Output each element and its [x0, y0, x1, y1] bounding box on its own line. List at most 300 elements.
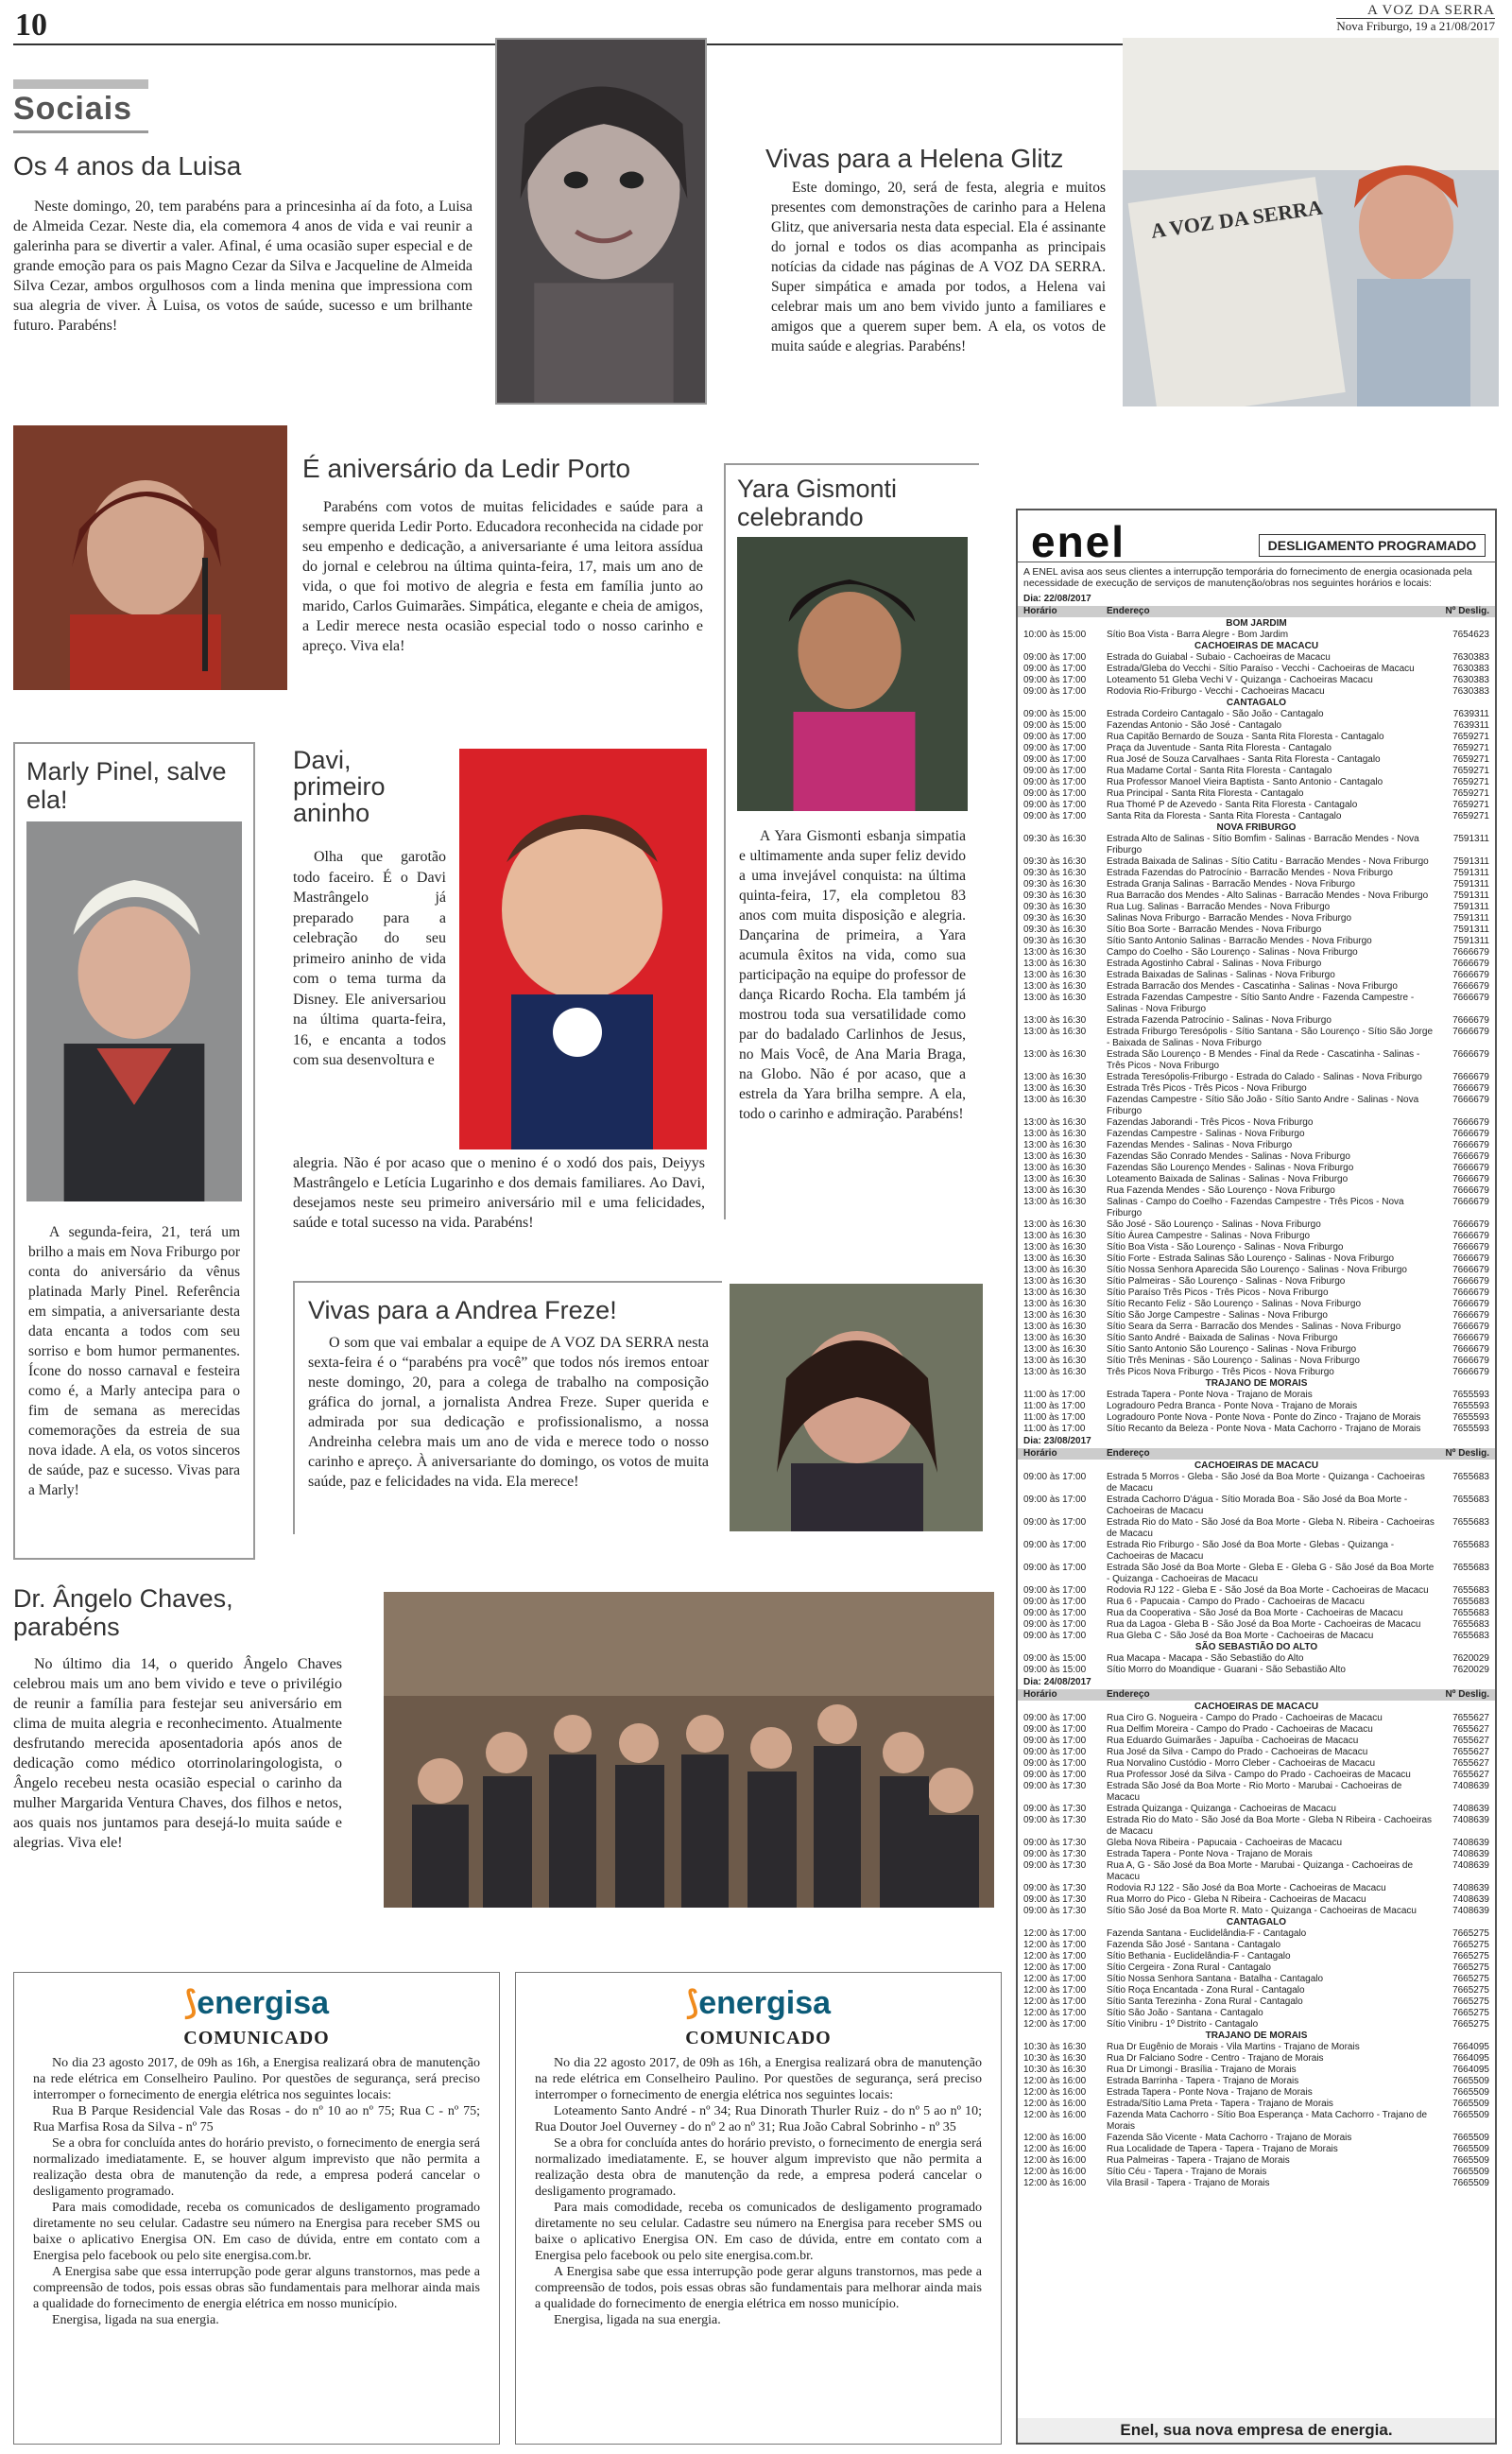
enel-table-cell: 7665275: [1452, 1951, 1489, 1961]
enel-table-cell: 13:00 às 16:30: [1023, 1242, 1087, 1253]
enel-table-cell: Sítio Santo André - Baixada de Salinas - Nova Friburgo: [1107, 1333, 1338, 1343]
enel-column-header: Horário: [1023, 1689, 1057, 1700]
enel-table-row: [1023, 1563, 1489, 1585]
enel-table-cell: 7665275: [1452, 1996, 1489, 2007]
enel-table-row: [1023, 1424, 1489, 1435]
enel-table-cell: Sítio Morro do Moandique - Guarani - São Sebastião Alto: [1107, 1665, 1346, 1675]
enel-table-cell: Rua José de Souza Carvalhaes - Santa Rita Floresta - Cantagalo: [1107, 754, 1381, 765]
enel-table-cell: Rua Morro do Pico - Gleba N Ribeira - Cachoeiras de Macacu: [1107, 1894, 1366, 1905]
enel-table-cell: Estrada Rio do Mato - São José da Boa Morte - Gleba N Ribeira - Cachoeiras de Macacu: [1107, 1815, 1433, 1837]
enel-table-cell: Vila Brasil - Tapera - Trajano de Morais: [1107, 2178, 1270, 2188]
enel-table-cell: Rua da Cooperativa - São José da Boa Morte - Cachoeiras de Macacu: [1107, 1608, 1403, 1618]
enel-table-cell: 7665509: [1452, 2155, 1489, 2166]
helena-box: [756, 132, 1121, 406]
enel-table-cell: 7666679: [1452, 1310, 1489, 1321]
luisa-photo: [495, 38, 707, 405]
enel-table-cell: Rua Madame Cortal - Santa Rita Floresta - Cantagalo: [1107, 766, 1332, 776]
enel-table-row: [1023, 959, 1489, 970]
enel-table-cell: 09:30 às 16:30: [1023, 936, 1087, 946]
enel-table-cell: 13:00 às 16:30: [1023, 1231, 1087, 1241]
enel-table-cell: 7408639: [1452, 1815, 1489, 1825]
enel-table-cell: 09:00 às 17:00: [1023, 1472, 1087, 1482]
enel-table-cell: 13:00 às 16:30: [1023, 993, 1087, 1003]
enel-table-cell: 12:00 às 17:00: [1023, 1928, 1087, 1939]
enel-table-cell: 7591311: [1452, 868, 1489, 878]
enel-table-cell: Estrada Agostinho Cabral - Salinas - Nova Friburgo: [1107, 959, 1322, 969]
enel-table-cell: Estrada Baixadas de Salinas - Salinas - Nova Friburgo: [1107, 970, 1335, 980]
enel-table-cell: 09:00 às 17:30: [1023, 1894, 1087, 1905]
enel-table-cell: 7655627: [1452, 1747, 1489, 1757]
enel-table-cell: 7664095: [1452, 2065, 1489, 2075]
davi-text-2: alegria. Não é por acaso que o menino é o xodó dos pais, Deiyys Mastrângelo e Letícia Lugarinho e dos demais familiares. Ao Davi, desejamos neste seu primeiro aniversário mil e uma felicidades, saúde e total sucesso na vida. Parabéns!: [293, 1155, 705, 1231]
enel-table-cell: 7665275: [1452, 2008, 1489, 2018]
enel-title: DESLIGAMENTO PROGRAMADO: [1259, 534, 1486, 557]
enel-table-cell: 09:30 às 16:30: [1023, 890, 1087, 901]
enel-table-cell: Rua Principal - Santa Rita Floresta - Cantagalo: [1107, 788, 1304, 799]
enel-table-cell: Sítio Santa Terezinha - Zona Rural - Cantagalo: [1107, 1996, 1303, 2007]
enel-table-cell: 7659271: [1452, 754, 1489, 765]
enel-table-cell: 09:00 às 17:00: [1023, 1563, 1087, 1573]
energisa-flame-icon: ⟆: [685, 1985, 699, 2021]
luisa-title: Os 4 anos da Luisa: [13, 151, 242, 181]
enel-city-heading: BOM JARDIM: [1226, 618, 1287, 629]
enel-table-cell: 13:00 às 16:30: [1023, 1083, 1087, 1094]
enel-table-cell: 09:00 às 17:00: [1023, 1736, 1087, 1746]
enel-table-row: [1023, 1472, 1489, 1495]
enel-table-cell: 7665509: [1452, 2167, 1489, 2177]
enel-table-cell: Rua Fazenda Mendes - São Lourenço - Nova Friburgo: [1107, 1185, 1335, 1196]
publication-name: A VOZ DA SERRA: [1336, 4, 1495, 19]
enel-table-row: [1023, 890, 1489, 902]
marly-text: A segunda-feira, 21, terá um brilho a mais em Nova Friburgo por conta do aniversário da vênus platinada Marly Pinel. Referência em simpatia, a aniversariante desta data encanta a todos com seu sorriso e bom humor permanentes. Ícone do nosso carnaval e festeira como é, a Marly antecipa para o fim de semana as merecidas comemorações da estreia de sua nova idade. A ela, os votos sinceros de saúde, paz e sucesso. Vivas para a Marly!: [28, 1224, 240, 1498]
enel-table-row: [1023, 856, 1489, 868]
enel-table-cell: 13:00 às 16:30: [1023, 1310, 1087, 1321]
enel-table-cell: 09:00 às 17:00: [1023, 664, 1087, 674]
enel-table-cell: 7591311: [1452, 913, 1489, 924]
enel-table-cell: 13:00 às 16:30: [1023, 1095, 1087, 1105]
enel-table-cell: Rua A, G - São José da Boa Morte - Marubai - Quizanga - Cachoeiras de Macacu: [1107, 1860, 1414, 1882]
enel-table-cell: 12:00 às 17:00: [1023, 2019, 1087, 2030]
enel-table-cell: 11:00 às 17:00: [1023, 1412, 1086, 1423]
enel-table-cell: 09:00 às 17:00: [1023, 1758, 1087, 1769]
enel-table-cell: 7666679: [1452, 1185, 1489, 1196]
enel-table-cell: Estrada Tapera - Ponte Nova - Trajano de Morais: [1107, 1390, 1313, 1400]
enel-table-row: [1023, 1367, 1489, 1378]
enel-table-cell: Fazendas Campestre - Salinas - Nova Friburgo: [1107, 1129, 1305, 1139]
enel-table-cell: 7666679: [1452, 1083, 1489, 1094]
enel-table-cell: Rua Dr Eugênio de Morais - Vila Martins - Trajano de Morais: [1107, 2042, 1360, 2052]
enel-table-cell: 13:00 às 16:30: [1023, 1197, 1087, 1207]
enel-table-cell: 7659271: [1452, 800, 1489, 810]
enel-table-cell: 7666679: [1452, 1231, 1489, 1241]
enel-table-cell: Estrada Cachorro D'água - Sítio Morada Boa - São José da Boa Morte - Cachoeiras de Macacu: [1107, 1495, 1408, 1516]
enel-table-row: [1023, 1276, 1489, 1287]
enel-table-cell: 7666679: [1452, 1163, 1489, 1173]
enel-table-cell: 7630383: [1452, 675, 1489, 685]
enel-table-row: [1023, 2099, 1489, 2110]
enel-table-row: [1023, 1585, 1489, 1597]
enel-table-row: [1023, 1974, 1489, 1985]
enel-day-label: Dia: 22/08/2017: [1023, 594, 1091, 604]
enel-table-row: [1023, 1163, 1489, 1174]
enel-table-cell: 7408639: [1452, 1804, 1489, 1814]
enel-table-cell: Sítio Santo Antonio Salinas - Barracão Mendes - Nova Friburgo: [1107, 936, 1372, 946]
enel-table-cell: 09:00 às 17:00: [1023, 743, 1087, 753]
enel-table-cell: 7655683: [1452, 1597, 1489, 1607]
enel-table-cell: 13:00 às 16:30: [1023, 1163, 1087, 1173]
enel-table-row: [1023, 1253, 1489, 1265]
enel-table-cell: 7408639: [1452, 1860, 1489, 1871]
enel-table-cell: Sítio Roça Encantada - Zona Rural - Cantagalo: [1107, 1985, 1305, 1996]
enel-table-cell: 7659271: [1452, 788, 1489, 799]
enel-city-heading: SÃO SEBASTIÃO DO ALTO: [1194, 1642, 1318, 1652]
enel-table-cell: 09:00 às 15:00: [1023, 1653, 1087, 1664]
enel-table-row: [1023, 1027, 1489, 1049]
enel-table-cell: Rua Dr Falciano Sodre - Centro - Trajano de Morais: [1107, 2053, 1324, 2064]
enel-table-cell: 09:00 às 17:00: [1023, 1540, 1087, 1550]
enel-table-row: [1023, 913, 1489, 925]
enel-table-cell: 13:00 às 16:30: [1023, 1356, 1087, 1366]
enel-city-heading: TRAJANO DE MORAIS: [1205, 1378, 1308, 1389]
enel-table-cell: 7655683: [1452, 1619, 1489, 1630]
enel-table-cell: 09:00 às 17:30: [1023, 1906, 1087, 1916]
enel-table-cell: Sítio São Jorge Campestre - Salinas - Nova Friburgo: [1107, 1310, 1328, 1321]
enel-table-cell: 7659271: [1452, 811, 1489, 821]
enel-table-cell: 09:00 às 17:30: [1023, 1883, 1087, 1893]
enel-table-cell: Sítio Bethania - Euclidelândia-F - Cantagalo: [1107, 1951, 1291, 1961]
enel-table-row: [1023, 1619, 1489, 1631]
enel-table-cell: Estrada Quizanga - Quizanga - Cachoeiras de Macacu: [1107, 1804, 1336, 1814]
enel-table-cell: 7655683: [1452, 1585, 1489, 1596]
enel-table-row: [1023, 2155, 1489, 2167]
enel-table-row: [1023, 2008, 1489, 2019]
enel-table-row: [1023, 2110, 1489, 2133]
enel-table-cell: Rua Professor José da Silva - Campo do Prado - Cachoeiras de Macacu: [1107, 1770, 1411, 1780]
enel-table-row: [1023, 1344, 1489, 1356]
enel-table-row: [1023, 1322, 1489, 1333]
yara-text: A Yara Gismonti esbanja simpatia e ultimamente anda super feliz devido a uma invejável conquista: na última quinta-feira, 17, ela completou 83 anos com muita disposição e alegria. Dançarina de primeira, a Yara acumula êxitos na vida, como sua participação na equipe do professor de dança Ricardo Rocha. Ela também já mostrou toda sua versatilidade como par do badalado Carlinhos de Jesus, no Mais Você, de Ana Maria Braga, na Globo. Não é por acaso, que a estrela da Yara brilha sempre. A ela, todo o carinho e admiração. Parabéns!: [739, 828, 966, 1122]
enel-column-header: Nº Deslig.: [1445, 1448, 1489, 1459]
enel-table-cell: 12:00 às 17:00: [1023, 1951, 1087, 1961]
enel-table-row: [1023, 1906, 1489, 1917]
enel-table-row: [1023, 800, 1489, 811]
enel-table-row: [1023, 630, 1489, 641]
energisa-text-2: No dia 22 agosto 2017, de 09h as 16h, a Energisa realizará obra de manutenção na rede elétrica em Conselheiro Paulino. Por questões de segurança, será preciso interromper o fornecimento de energia elétrica nos seguintes locais: Loteamento Santo André - nº 34; Rua Dinorath Thurler Ruiz - do nº 5 ao nº 10; Rua Doutor Joel Ouverney - do nº 2 ao nº 31; Rua João Cabral Sobrinho - nº 35 Se a obra for concluída antes do horário previsto, o fornecimento de energia será normalizado imediatamente. E, se houver algum imprevisto que não permita a realização desta obra de manutenção da rede, a empresa poderá cancelar o desligamento programado. Para mais comodidade, receba os comunicados de desligamento programado diretamente no seu celular. Cadastre seu número na Energisa para receber SMS ou baixe o aplicativo Energisa ON. Em caso de dúvida, entre em contato com a Energisa pelo facebook ou pelo site energisa.com.br. A Energisa sabe que essa interrupção pode gerar alguns transtornos, mas pede a compreensão de todos, pois essas obras são fundamentais para melhorar ainda mais a qualidade do fornecimento de energia elétrica em nosso município. Energisa, ligada na sua energia.: [535, 2056, 982, 2327]
enel-table-row: [1023, 675, 1489, 686]
enel-table-cell: Sítio Boa Sorte - Barracão Mendes - Nova Friburgo: [1107, 925, 1322, 935]
enel-table-cell: 7408639: [1452, 1894, 1489, 1905]
enel-table-cell: 7591311: [1452, 925, 1489, 935]
enel-column-header: Endereço: [1107, 1448, 1150, 1459]
yara-title: Yara Gismonti celebrando: [737, 475, 898, 531]
enel-table-row: [1023, 1219, 1489, 1231]
enel-table-cell: Estrada São Lourenço - B Mendes - Final da Rede - Cascatinha - Salinas - Três Picos - Nova Friburgo: [1107, 1049, 1420, 1071]
enel-table-cell: 7666679: [1452, 1117, 1489, 1128]
enel-table-row: [1023, 1185, 1489, 1197]
enel-table-row: [1023, 1174, 1489, 1185]
enel-table-cell: 7666679: [1452, 1197, 1489, 1207]
energisa-title-1: COMUNICADO: [183, 2028, 330, 2048]
enel-table-cell: 7666679: [1452, 959, 1489, 969]
enel-table-cell: 7666679: [1452, 1253, 1489, 1264]
enel-table-row: [1023, 1894, 1489, 1906]
enel-table-cell: 09:00 às 17:30: [1023, 1849, 1087, 1859]
enel-table-cell: 7666679: [1452, 1242, 1489, 1253]
enel-table-row: [1023, 2167, 1489, 2178]
enel-table-cell: Campo do Coelho - São Lourenço - Salinas - Nova Friburgo: [1107, 947, 1358, 958]
enel-table-row: [1023, 1265, 1489, 1276]
enel-table-cell: Gleba Nova Ribeira - Papucaia - Cachoeiras de Macacu: [1107, 1838, 1343, 1848]
enel-table-cell: Rodovia RJ 122 - Gleba E - São José da Boa Morte - Cachoeiras de Macacu: [1107, 1585, 1429, 1596]
enel-table-cell: Rua José da Silva - Campo do Prado - Cachoeiras de Macacu: [1107, 1747, 1368, 1757]
angelo-title: Dr. Ângelo Chaves, parabéns: [13, 1584, 233, 1641]
enel-table-cell: 13:00 às 16:30: [1023, 1027, 1087, 1037]
enel-table-cell: São José - São Lourenço - Salinas - Nova Friburgo: [1107, 1219, 1321, 1230]
enel-table-row: [1023, 1495, 1489, 1517]
enel-table-cell: Estrada Rio Friburgo - São José da Boa Morte - Glebas - Quizanga - Cachoeiras de Macacu: [1107, 1540, 1395, 1562]
enel-table-cell: Sítio Paraíso Três Picos - Três Picos - Nova Friburgo: [1107, 1287, 1329, 1298]
enel-table-cell: 7665509: [1452, 2087, 1489, 2098]
enel-table-row: [1023, 1631, 1489, 1642]
enel-table-cell: 7659271: [1452, 766, 1489, 776]
enel-city-heading: NOVA FRIBURGO: [1216, 822, 1297, 833]
enel-table-row: [1023, 1356, 1489, 1367]
enel-table-cell: 7630383: [1452, 686, 1489, 697]
enel-table-cell: 09:00 às 17:00: [1023, 1724, 1087, 1735]
enel-table-cell: Rua Barracão dos Mendes - Alto Salinas - Barracão Mendes - Nova Friburgo: [1107, 890, 1429, 901]
enel-logo: enel: [1031, 517, 1126, 566]
enel-table-cell: 7591311: [1452, 902, 1489, 912]
enel-table-cell: 09:30 às 16:30: [1023, 868, 1087, 878]
enel-table-cell: 13:00 às 16:30: [1023, 981, 1087, 992]
ledir-photo: [13, 425, 287, 690]
enel-table-cell: 7591311: [1452, 856, 1489, 867]
enel-table-row: [1023, 2019, 1489, 2031]
enel-table-cell: 7666679: [1452, 1151, 1489, 1162]
enel-table-cell: 7664095: [1452, 2053, 1489, 2064]
enel-table-cell: 7655627: [1452, 1736, 1489, 1746]
enel-table-row: [1023, 2053, 1489, 2065]
enel-table-cell: 7666679: [1452, 1356, 1489, 1366]
enel-table-cell: 09:30 às 16:30: [1023, 913, 1087, 924]
enel-table-header: [1018, 1689, 1495, 1701]
enel-table-row: [1023, 732, 1489, 743]
enel-table-cell: Fazenda Santana - Euclidelândia-F - Cantagalo: [1107, 1928, 1307, 1939]
enel-table-cell: 7655627: [1452, 1770, 1489, 1780]
enel-table-row: [1023, 1401, 1489, 1412]
enel-table-cell: Fazendas Mendes - Salinas - Nova Friburgo: [1107, 1140, 1293, 1150]
enel-table-cell: Sítio Vinibru - 1º Distrito - Cantagalo: [1107, 2019, 1259, 2030]
energisa-text-1: No dia 23 agosto 2017, de 09h as 16h, a Energisa realizará obra de manutenção na rede elétrica em Conselheiro Paulino. Por questões de segurança, será preciso interromper o fornecimento de energia elétrica nos seguintes locais: Rua B Parque Residencial Vale das Rosas - do nº 10 ao nº 75; Rua C - nº 75; Rua Marfisa Rosa da Silva - nº 75 Se a obra for concluída antes do horário previsto, o fornecimento de energia será normalizado imediatamente. E, se houver algum imprevisto que não permita a realização desta obra de manutenção da rede, a empresa poderá cancelar o desligamento programado. Para mais comodidade, receba os comunicados de desligamento programado diretamente no seu celular. Cadastre seu número na Energisa para receber SMS ou baixe o aplicativo Energisa ON. Em caso de dúvida, entre em contato com a Energisa pelo facebook ou pelo site energisa.com.br. A Energisa sabe que essa interrupção pode gerar alguns transtornos, mas pede a compreensão de todos, pois essas obras são fundamentais para melhorar ainda mais a qualidade do fornecimento de energia elétrica em nosso município. Energisa, ligada na sua energia.: [33, 2056, 480, 2327]
enel-table-row: [1023, 1770, 1489, 1781]
enel-table-cell: Rua Macapa - Macapa - São Sebastião do Alto: [1107, 1653, 1304, 1664]
energisa-title-2: COMUNICADO: [685, 2028, 832, 2048]
enel-table-cell: 09:00 às 17:00: [1023, 1495, 1087, 1505]
enel-table-cell: Estrada/Sítio Lama Preta - Tapera - Trajano de Morais: [1107, 2099, 1333, 2109]
luisa-text: Neste domingo, 20, tem parabéns para a princesinha aí da foto, a Luisa de Almeida Cezar. Neste dia, ela comemora 4 anos de vida e vai reunir a galerinha para se divertir a valer. Afinal, é uma ocasião super especial e de grande emoção para os pais Magno Cezar da Silva e Jacqueline de Almeida Silva Cezar, ambos orgulhosos com a linda menina que impressiona com sua alegria de viver. À Luisa, os votos de saúde, sucesso e um brilhante futuro. Parabéns!: [13, 199, 472, 334]
energisa-logo-2: ⟆energisa: [685, 1985, 832, 2021]
enel-table-cell: 7665275: [1452, 1974, 1489, 1984]
enel-table-row: [1023, 1412, 1489, 1424]
enel-table-cell: 12:00 às 17:00: [1023, 1996, 1087, 2007]
enel-table-cell: Estrada Fazenda Patrocínio - Salinas - Nova Friburgo: [1107, 1015, 1332, 1026]
enel-table-cell: 13:00 às 16:30: [1023, 970, 1087, 980]
enel-table-cell: 09:00 às 17:00: [1023, 1619, 1087, 1630]
enel-table-cell: Sítio Forte - Estrada Salinas São Lourenço - Salinas - Nova Friburgo: [1107, 1253, 1395, 1264]
enel-table-cell: Estrada São José da Boa Morte - Gleba E - Gleba G - São José da Boa Morte - Quizanga - Cachoeiras de Macacu: [1107, 1563, 1435, 1584]
enel-table-cell: 09:00 às 17:00: [1023, 1747, 1087, 1757]
enel-table-cell: Rua Lug. Salinas - Barracão Mendes - Nova Friburgo: [1107, 902, 1331, 912]
enel-table-cell: 12:00 às 17:00: [1023, 1962, 1087, 1973]
enel-table-cell: 7639311: [1452, 709, 1489, 719]
enel-table-cell: 09:00 às 17:30: [1023, 1815, 1087, 1825]
enel-intro: A ENEL avisa aos seus clientes a interrupção temporária do fornecimento de energia ocasionada pela necessidade de execução de serviços de manutenção/obras nos seguintes horários e locais:: [1023, 566, 1472, 589]
enel-table-cell: Fazendas Antonio - São José - Cantagalo: [1107, 720, 1282, 731]
enel-table-cell: Estrada Teresópolis-Friburgo - Estrada do Calado - Salinas - Nova Friburgo: [1107, 1072, 1422, 1082]
enel-table-cell: 7666679: [1452, 981, 1489, 992]
enel-table-cell: 09:30 às 16:30: [1023, 834, 1087, 844]
enel-table-row: [1023, 834, 1489, 856]
enel-table-cell: Fazenda São Vicente - Mata Cachorro - Trajano de Morais: [1107, 2133, 1352, 2143]
enel-table-cell: Praça da Juventude - Santa Rita Floresta - Cantagalo: [1107, 743, 1332, 753]
enel-table-row: [1023, 1517, 1489, 1540]
enel-table-row: [1023, 936, 1489, 947]
enel-table-row: [1023, 1072, 1489, 1083]
enel-table-header: [1018, 1448, 1495, 1460]
enel-table-cell: 09:30 às 16:30: [1023, 925, 1087, 935]
enel-table-cell: 7665509: [1452, 2144, 1489, 2154]
enel-table-cell: 7666679: [1452, 1027, 1489, 1037]
enel-table-cell: 7666679: [1452, 1287, 1489, 1298]
marly-title: Marly Pinel, salve ela!: [26, 757, 227, 814]
enel-table-row: [1023, 1597, 1489, 1608]
enel-table-cell: Logradouro Pedra Branca - Ponte Nova - Trajano de Morais: [1107, 1401, 1358, 1411]
enel-table-cell: 11:00 às 17:00: [1023, 1424, 1086, 1434]
enel-table-cell: Salinas - Campo do Coelho - Fazendas Campestre - Três Picos - Nova Friburgo: [1107, 1197, 1404, 1218]
enel-table-cell: 12:00 às 17:00: [1023, 1985, 1087, 1996]
enel-table-cell: 7591311: [1452, 834, 1489, 844]
enel-table-row: [1023, 1883, 1489, 1894]
enel-table-cell: 09:00 às 17:00: [1023, 811, 1087, 821]
enel-schedule-table: [1018, 594, 1495, 2189]
enel-table-cell: Rua Thomé P de Azevedo - Santa Rita Floresta - Cantagalo: [1107, 800, 1358, 810]
enel-table-cell: 7666679: [1452, 1140, 1489, 1150]
enel-table-cell: 7655593: [1452, 1412, 1489, 1423]
enel-table-cell: Sítio Cergeira - Zona Rural - Cantagalo: [1107, 1962, 1271, 1973]
enel-table-cell: 12:00 às 17:00: [1023, 1940, 1087, 1950]
enel-table-cell: 13:00 às 16:30: [1023, 1276, 1087, 1287]
enel-table-cell: Estrada Granja Salinas - Barracão Mendes - Nova Friburgo: [1107, 879, 1355, 890]
enel-column-header: Horário: [1023, 606, 1057, 616]
enel-table-cell: 12:00 às 17:00: [1023, 1974, 1087, 1984]
enel-day-label: Dia: 24/08/2017: [1023, 1677, 1091, 1687]
enel-table-cell: 7666679: [1452, 1367, 1489, 1377]
enel-table-cell: 09:00 às 17:00: [1023, 766, 1087, 776]
enel-table-row: [1023, 1287, 1489, 1299]
enel-table-cell: 13:00 às 16:30: [1023, 959, 1087, 969]
enel-table-row: [1023, 981, 1489, 993]
enel-table-cell: 7620029: [1452, 1653, 1489, 1664]
enel-table-row: [1023, 1804, 1489, 1815]
enel-table-row: [1023, 2042, 1489, 2053]
section-title: Sociais: [13, 91, 133, 127]
marly-box: [13, 742, 255, 1560]
enel-table-cell: 13:00 às 16:30: [1023, 1299, 1087, 1309]
helena-title: Vivas para a Helena Glitz: [765, 144, 1064, 173]
enel-table-row: [1023, 1962, 1489, 1974]
enel-table-cell: 13:00 às 16:30: [1023, 1174, 1087, 1184]
enel-table-cell: 7620029: [1452, 1665, 1489, 1675]
enel-table-row: [1023, 1781, 1489, 1804]
enel-table-cell: 7666679: [1452, 1015, 1489, 1026]
enel-table-cell: Rua Dr Limongi - Brasília - Trajano de Morais: [1107, 2065, 1297, 2075]
enel-table-cell: Fazenda São José - Santana - Cantagalo: [1107, 1940, 1281, 1950]
andrea-text: O som que vai embalar a equipe de A VOZ DA SERRA nesta sexta-feira é o “parabéns pra você” que todos nós iremos entoar neste domingo, 20, para a colega de trabalho na composição gráfica do jornal, a jornalista Andrea Freze. Super querida e admirada por sua dedicação e profissionalismo, a nossa Andreinha celebra mais um ano de vida e merece todo o nosso carinho e apreço. À aniversariante do domingo, os votos de muita saúde, paz e felicidades na vida. Ela merece!: [308, 1335, 709, 1490]
enel-table-cell: 09:30 às 16:30: [1023, 902, 1087, 912]
enel-table-row: [1023, 1151, 1489, 1163]
yara-box: [724, 463, 979, 1219]
enel-table-cell: Estrada/Gleba do Vecchi - Sítio Paraíso - Vecchi - Cachoeiras de Macacu: [1107, 664, 1415, 674]
enel-table-cell: 09:00 às 17:00: [1023, 777, 1087, 787]
enel-table-cell: 09:00 às 17:30: [1023, 1860, 1087, 1871]
enel-table-row: [1023, 2133, 1489, 2144]
enel-table-row: [1023, 1333, 1489, 1344]
enel-table-cell: 13:00 às 16:30: [1023, 1129, 1087, 1139]
enel-table-cell: Rua 6 - Papucaia - Campo do Prado - Cachoeiras de Macacu: [1107, 1597, 1365, 1607]
davi-title: Davi, primeiro aninho: [293, 746, 386, 827]
enel-table-row: [1023, 925, 1489, 936]
enel-table-row: [1023, 2065, 1489, 2076]
enel-table-cell: 7666679: [1452, 1072, 1489, 1082]
enel-table-cell: 09:00 às 17:00: [1023, 675, 1087, 685]
enel-table-cell: Estrada Friburgo Teresópolis - Sítio Santana - São Lourenço - Sítio São Jorge - Baixada de Salinas - Nova Friburgo: [1107, 1027, 1434, 1048]
enel-table-cell: 7655593: [1452, 1390, 1489, 1400]
enel-table-cell: 09:00 às 17:00: [1023, 1585, 1087, 1596]
enel-table-cell: Rua Norvalino Custódio - Morro Cleber - Cachoeiras de Macacu: [1107, 1758, 1376, 1769]
enel-table-cell: Estrada Fazendas do Patrocínio - Barracão Mendes - Nova Friburgo: [1107, 868, 1393, 878]
enel-table-cell: Estrada Fazendas Campestre - Sítio Santo Andre - Fazenda Campestre - Salinas - Nova Friburgo: [1107, 993, 1415, 1014]
enel-table-cell: 7665509: [1452, 2110, 1489, 2120]
enel-table-cell: 7666679: [1452, 1049, 1489, 1060]
enel-table-cell: 09:30 às 16:30: [1023, 879, 1087, 890]
enel-table-cell: Sítio Santo Antonio São Lourenço - Salinas - Nova Friburgo: [1107, 1344, 1357, 1355]
enel-table-cell: 11:00 às 17:00: [1023, 1390, 1086, 1400]
angelo-text: No último dia 14, o querido Ângelo Chaves celebrou mais um ano bem vivido e teve o privilégio de reunir a família para festejar seu aniversário em clima de muita alegria e reconhecimento. Atualmente desfrutando merecida aposentadoria após anos de dedicação como médico otorrinolaringologista, o Ângelo recebeu nesta ocasião especial o carinho da mulher Margarida Ventura Chaves, dos filhos e netos, aos quais nos juntamos para desejá-lo muita saúde e alegrias. Viva ele!: [13, 1656, 342, 1851]
enel-table-cell: Rua Palmeiras - Tapera - Trajano de Morais: [1107, 2155, 1290, 2166]
enel-table-row: [1023, 947, 1489, 959]
enel-table-cell: Estrada Tapera - Ponte Nova - Trajano de Morais: [1107, 2087, 1313, 2098]
enel-table-row: [1023, 754, 1489, 766]
enel-table-row: [1023, 1747, 1489, 1758]
enel-table-cell: 7639311: [1452, 720, 1489, 731]
energisa-notice-1: [13, 1972, 500, 2445]
enel-table-cell: 7655683: [1452, 1631, 1489, 1641]
enel-table-cell: 09:00 às 17:00: [1023, 732, 1087, 742]
enel-table-cell: 12:00 às 16:00: [1023, 2178, 1087, 2188]
enel-table-row: [1023, 788, 1489, 800]
marly-photo: [26, 821, 242, 1201]
enel-table-cell: 09:00 às 15:00: [1023, 709, 1087, 719]
enel-table-cell: Estrada Barracão dos Mendes - Cascatinha - Salinas - Nova Friburgo: [1107, 981, 1398, 992]
enel-table-row: [1023, 1815, 1489, 1838]
enel-table-cell: Estrada Barrinha - Tapera - Trajano de Morais: [1107, 2076, 1299, 2086]
enel-table-cell: 7659271: [1452, 777, 1489, 787]
enel-table-row: [1023, 766, 1489, 777]
enel-table-cell: 7666679: [1452, 993, 1489, 1003]
enel-table-cell: Fazendas Jaborandi - Três Picos - Nova Friburgo: [1107, 1117, 1314, 1128]
enel-table-cell: 7659271: [1452, 743, 1489, 753]
enel-table-row: [1023, 709, 1489, 720]
